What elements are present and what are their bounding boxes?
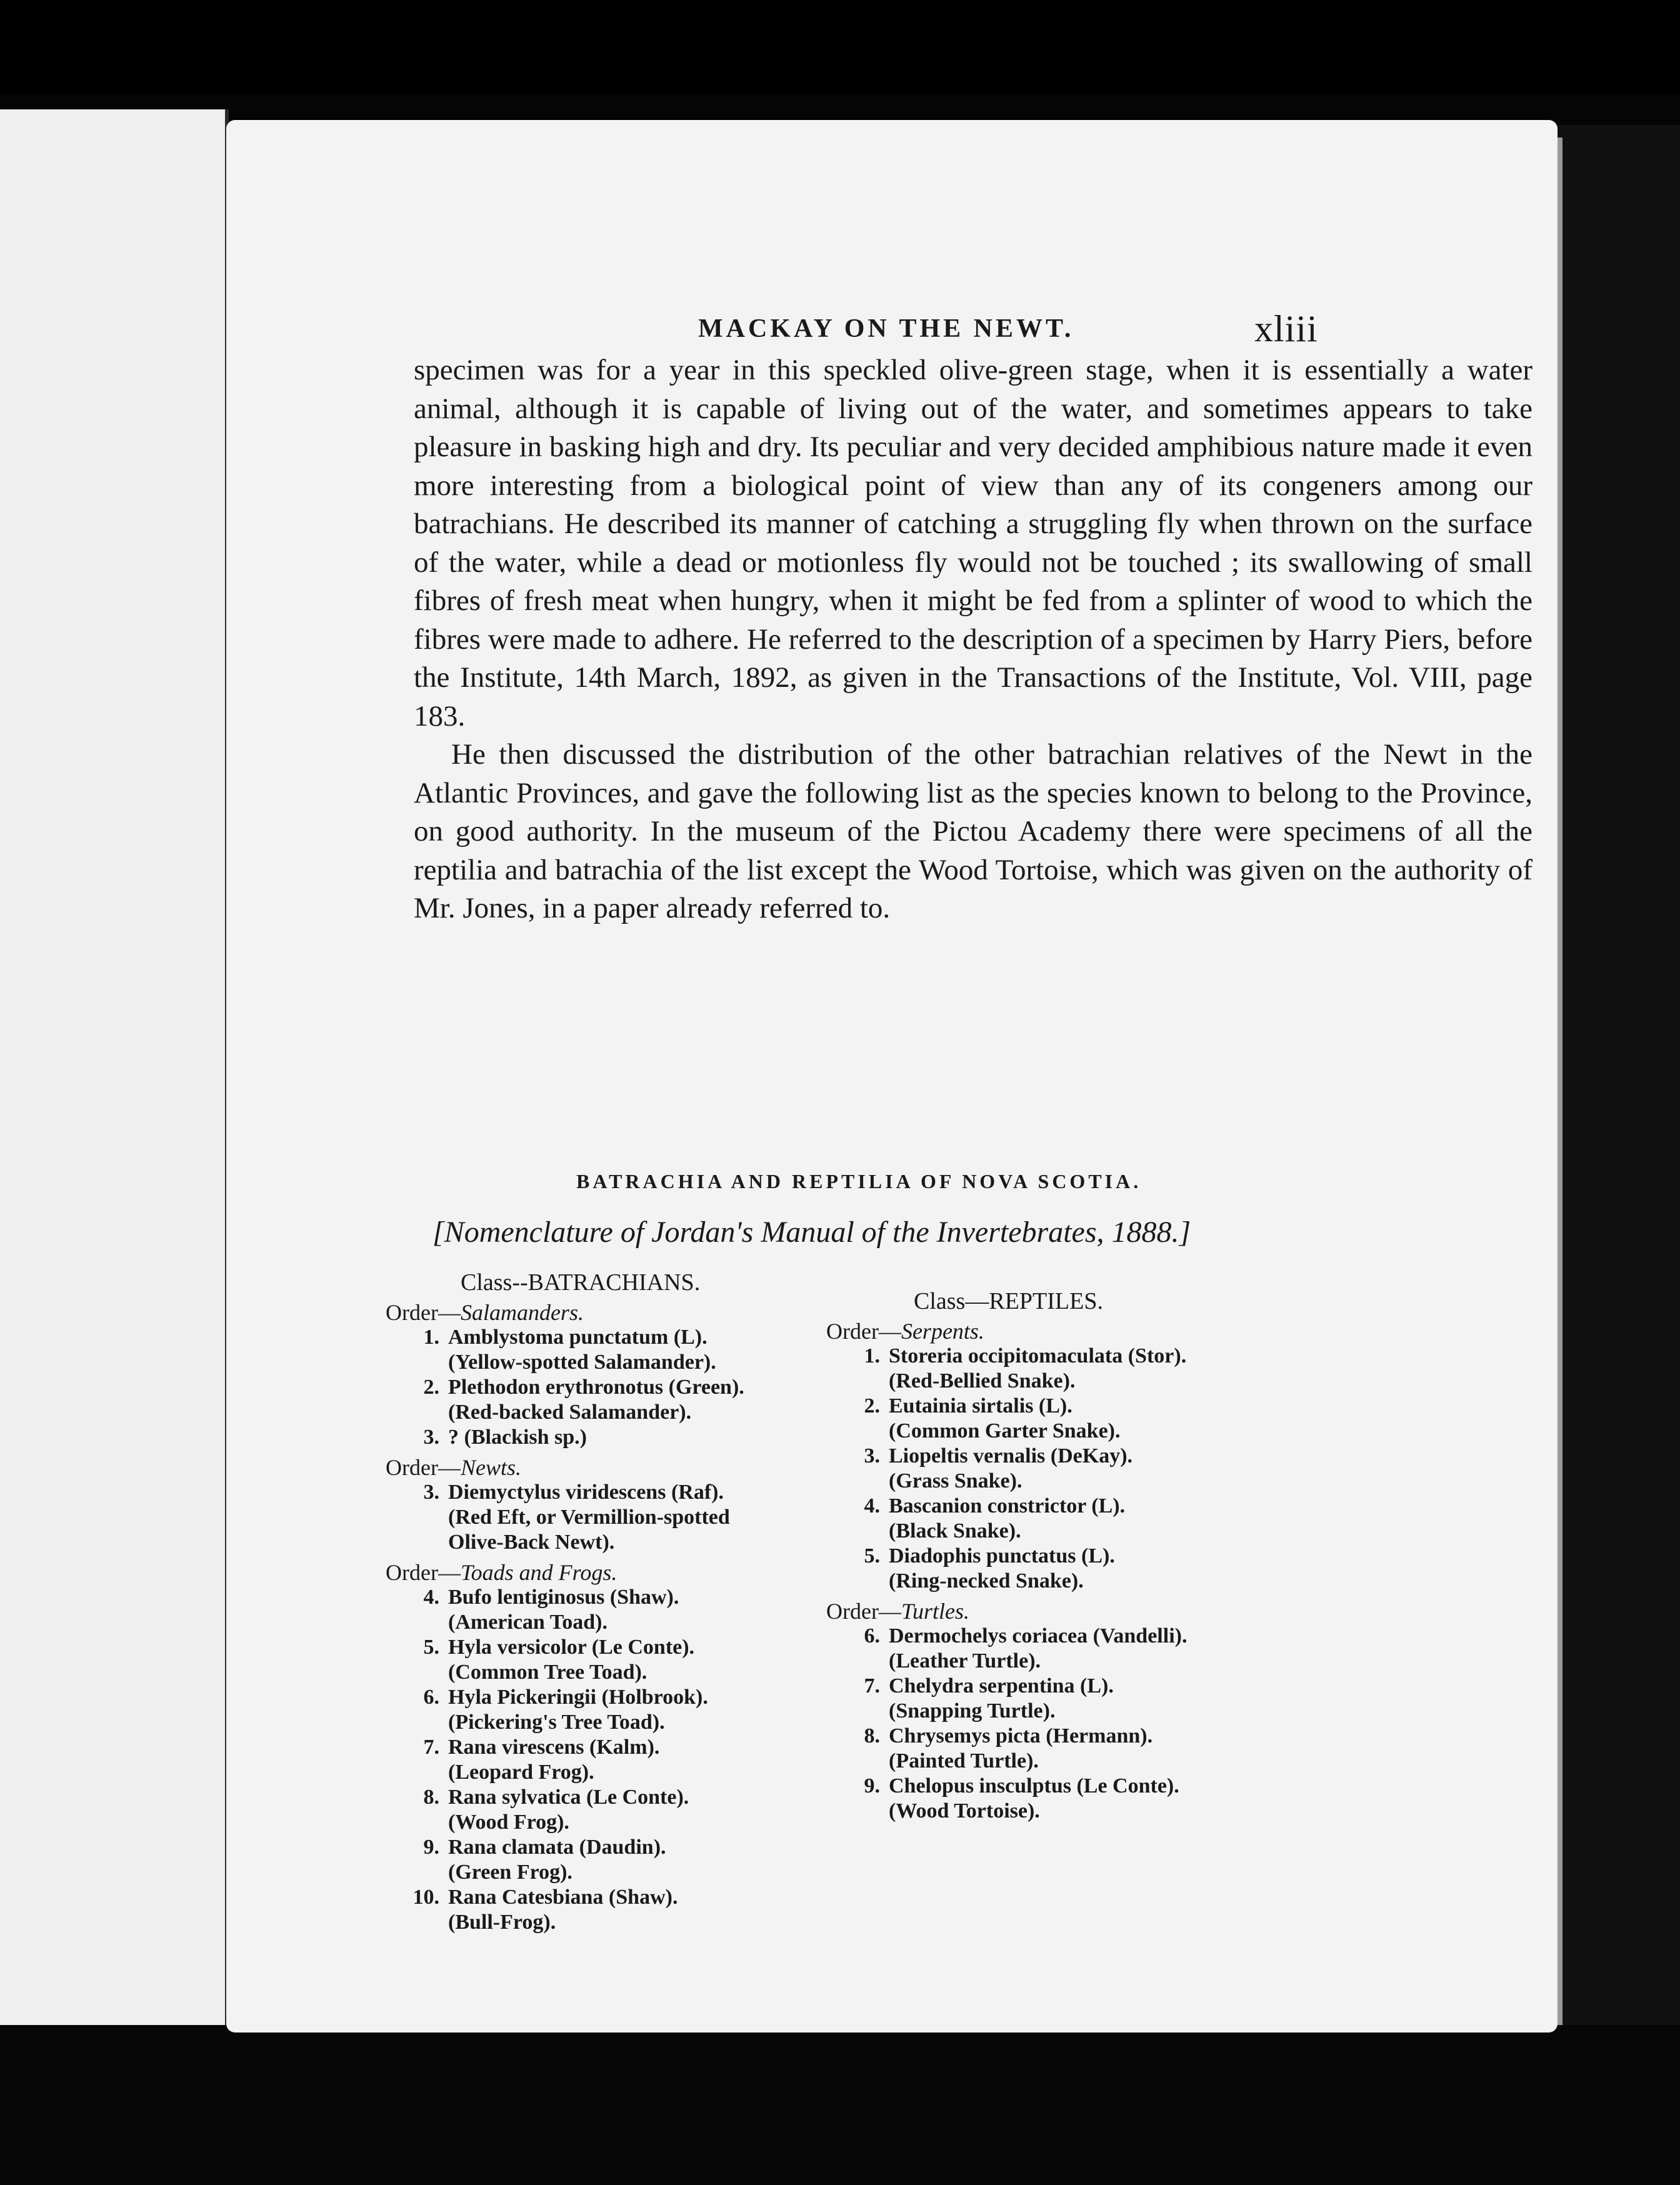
species-name: Bufo lentiginosus (Shaw). bbox=[448, 1586, 679, 1609]
species-common-name: (Red-backed Salamander). bbox=[448, 1401, 692, 1424]
species-number: 8. bbox=[864, 1724, 880, 1748]
order-heading bbox=[386, 1300, 898, 1325]
order-name: Toads and Frogs. bbox=[460, 1560, 618, 1585]
species-entry bbox=[386, 1375, 898, 1400]
species-entry bbox=[386, 1735, 898, 1760]
nomenclature-note: [Nomenclature of Jordan's Manual of the Invertebrates, 1888.] bbox=[432, 1216, 1191, 1249]
order-heading bbox=[386, 1560, 898, 1585]
species-common-name: (Painted Turtle). bbox=[889, 1749, 1039, 1772]
species-common-name: (Ring-necked Snake). bbox=[889, 1569, 1084, 1592]
running-head: MACKAY ON THE NEWT. bbox=[698, 314, 1074, 343]
class-heading: Class—REPTILES. bbox=[914, 1288, 1103, 1314]
species-entry bbox=[386, 1480, 898, 1505]
species-name: ? (Blackish sp.) bbox=[448, 1426, 587, 1449]
reptiles-column bbox=[826, 1289, 1451, 1824]
species-name: Plethodon erythronotus (Green). bbox=[448, 1376, 744, 1399]
page-number: xliii bbox=[1254, 308, 1318, 349]
species-entry bbox=[826, 1774, 1451, 1799]
species-common-name: Olive-Back Newt). bbox=[448, 1531, 615, 1554]
species-number: 6. bbox=[423, 1686, 439, 1709]
species-name: Storeria occipitomaculata (Stor). bbox=[889, 1344, 1187, 1368]
species-common-name: (Pickering's Tree Toad). bbox=[448, 1711, 665, 1734]
order-prefix: Order— bbox=[386, 1300, 461, 1325]
species-number: 5. bbox=[864, 1544, 880, 1568]
species-entry bbox=[826, 1724, 1451, 1749]
species-number: 2. bbox=[423, 1376, 439, 1399]
species-number: 3. bbox=[423, 1481, 439, 1504]
species-number: 10. bbox=[412, 1886, 439, 1909]
paragraph: specimen was for a year in this speckled olive-green stage, when it is essentially a water animal, although it is capable of living out of the water, and sometimes appears to take pleasure in basking high and dry. Its peculiar and very decided amphibious nature made it even more interesting from a biological point of view than any of its congeners among our batrachians. He described its manner of catching a struggling fly when thrown on the surface of the water, while a dead or motionless fly would not be touched ; its swallowing of small fibres of fresh meat when hungry, when it might be fed from a splinter of wood to which the fibres were made to adhere. He referred to the description of a specimen by Harry Piers, before the Institute, 14th March, 1892, as given in the Transactions of the Institute, Vol. VIII, page 183. bbox=[414, 354, 1532, 732]
species-entry bbox=[826, 1444, 1451, 1469]
species-common-name: (American Toad). bbox=[448, 1611, 608, 1634]
species-name: Rana clamata (Daudin). bbox=[448, 1836, 666, 1859]
species-common-name: (Green Frog). bbox=[448, 1861, 572, 1884]
species-common-name: (Wood Frog). bbox=[448, 1811, 569, 1834]
species-name: Diemyctylus viridescens (Raf). bbox=[448, 1481, 724, 1504]
species-entry bbox=[386, 1325, 898, 1350]
species-common-name: (Leopard Frog). bbox=[448, 1761, 594, 1784]
order-name: Serpents. bbox=[901, 1319, 984, 1344]
species-name: Liopeltis vernalis (DeKay). bbox=[889, 1444, 1133, 1468]
order-prefix: Order— bbox=[386, 1455, 461, 1480]
paragraph: He then discussed the distribution of the other batrachian relatives of the Newt in the Atlantic Provinces, and gave the following list as the species known to belong to the Province, on good authority. In the museum of the Pictou Academy there were specimens of all the reptilia and batrachia of the list except the Wood Tortoise, which was given on the authority of Mr. Jones, in a paper already referred to. bbox=[414, 738, 1532, 924]
species-entry bbox=[386, 1835, 898, 1860]
species-entry bbox=[386, 1585, 898, 1610]
species-entry bbox=[826, 1344, 1451, 1369]
species-number: 8. bbox=[423, 1786, 439, 1809]
species-number: 1. bbox=[423, 1326, 439, 1349]
species-common-name: (Common Tree Toad). bbox=[448, 1661, 648, 1684]
order-prefix: Order— bbox=[826, 1319, 901, 1344]
page-content bbox=[226, 120, 1558, 2032]
species-number: 7. bbox=[864, 1674, 880, 1698]
order-prefix: Order— bbox=[826, 1599, 901, 1624]
species-entry bbox=[386, 1635, 898, 1660]
species-number: 1. bbox=[864, 1344, 880, 1368]
species-number: 7. bbox=[423, 1736, 439, 1759]
species-number: 5. bbox=[423, 1636, 439, 1659]
species-name: Amblystoma punctatum (L). bbox=[448, 1326, 708, 1349]
order-name: Salamanders. bbox=[460, 1300, 584, 1325]
species-number: 9. bbox=[864, 1774, 880, 1798]
facing-page-left bbox=[0, 109, 229, 2028]
batrachians-column bbox=[386, 1270, 898, 1935]
species-number: 2. bbox=[864, 1394, 880, 1418]
species-entry bbox=[386, 1785, 898, 1810]
species-number: 4. bbox=[423, 1586, 439, 1609]
species-name: Dermochelys coriacea (Vandelli). bbox=[889, 1624, 1188, 1648]
species-common-name: (Common Garter Snake). bbox=[889, 1419, 1121, 1442]
class-heading: Class--BATRACHIANS. bbox=[461, 1269, 701, 1296]
order-prefix: Order— bbox=[386, 1560, 461, 1585]
species-entry bbox=[386, 1685, 898, 1710]
species-name: Eutainia sirtalis (L). bbox=[889, 1394, 1072, 1418]
species-number: 6. bbox=[864, 1624, 880, 1648]
species-number: 3. bbox=[864, 1444, 880, 1468]
species-name: Hyla Pickeringii (Holbrook). bbox=[448, 1686, 708, 1709]
species-common-name: (Yellow-spotted Salamander). bbox=[448, 1351, 716, 1374]
section-title: BATRACHIA AND REPTILIA OF NOVA SCOTIA. bbox=[576, 1170, 1142, 1192]
order-name: Newts. bbox=[460, 1455, 521, 1480]
scan-background-top bbox=[0, 0, 1680, 94]
species-common-name: (Red Eft, or Vermillion-spotted bbox=[448, 1506, 730, 1529]
species-common-name: (Wood Tortoise). bbox=[889, 1799, 1040, 1822]
species-number: 9. bbox=[423, 1836, 439, 1859]
scan-background-bottom bbox=[0, 2025, 1680, 2185]
species-entry bbox=[826, 1394, 1451, 1419]
species-name: Chrysemys picta (Hermann). bbox=[889, 1724, 1153, 1748]
order-heading bbox=[826, 1599, 1451, 1624]
species-name: Hyla versicolor (Le Conte). bbox=[448, 1636, 695, 1659]
species-name: Chelopus insculptus (Le Conte). bbox=[889, 1774, 1179, 1798]
species-name: Rana Catesbiana (Shaw). bbox=[448, 1886, 678, 1909]
book-page bbox=[226, 120, 1558, 2032]
order-name: Turtles. bbox=[901, 1599, 969, 1624]
species-entry bbox=[826, 1624, 1451, 1649]
species-entry bbox=[386, 1885, 898, 1910]
species-number: 4. bbox=[864, 1494, 880, 1518]
species-entry bbox=[826, 1674, 1451, 1699]
species-name: Rana virescens (Kalm). bbox=[448, 1736, 660, 1759]
species-entry bbox=[386, 1425, 898, 1450]
order-heading bbox=[826, 1319, 1451, 1344]
species-common-name: (Black Snake). bbox=[889, 1519, 1021, 1542]
order-heading bbox=[386, 1455, 898, 1480]
scan-background-right bbox=[1544, 125, 1680, 2062]
species-name: Diadophis punctatus (L). bbox=[889, 1544, 1115, 1568]
species-entry bbox=[826, 1544, 1451, 1569]
species-name: Rana sylvatica (Le Conte). bbox=[448, 1786, 689, 1809]
species-name: Bascanion constrictor (L). bbox=[889, 1494, 1126, 1518]
body-text bbox=[414, 351, 1532, 928]
species-common-name: (Leather Turtle). bbox=[889, 1649, 1041, 1672]
species-common-name: (Grass Snake). bbox=[889, 1469, 1022, 1492]
species-common-name: (Bull-Frog). bbox=[448, 1911, 556, 1934]
species-name: Chelydra serpentina (L). bbox=[889, 1674, 1114, 1698]
species-entry bbox=[826, 1494, 1451, 1519]
species-number: 3. bbox=[423, 1426, 439, 1449]
species-common-name: (Red-Bellied Snake). bbox=[889, 1369, 1076, 1392]
species-common-name: (Snapping Turtle). bbox=[889, 1699, 1056, 1722]
